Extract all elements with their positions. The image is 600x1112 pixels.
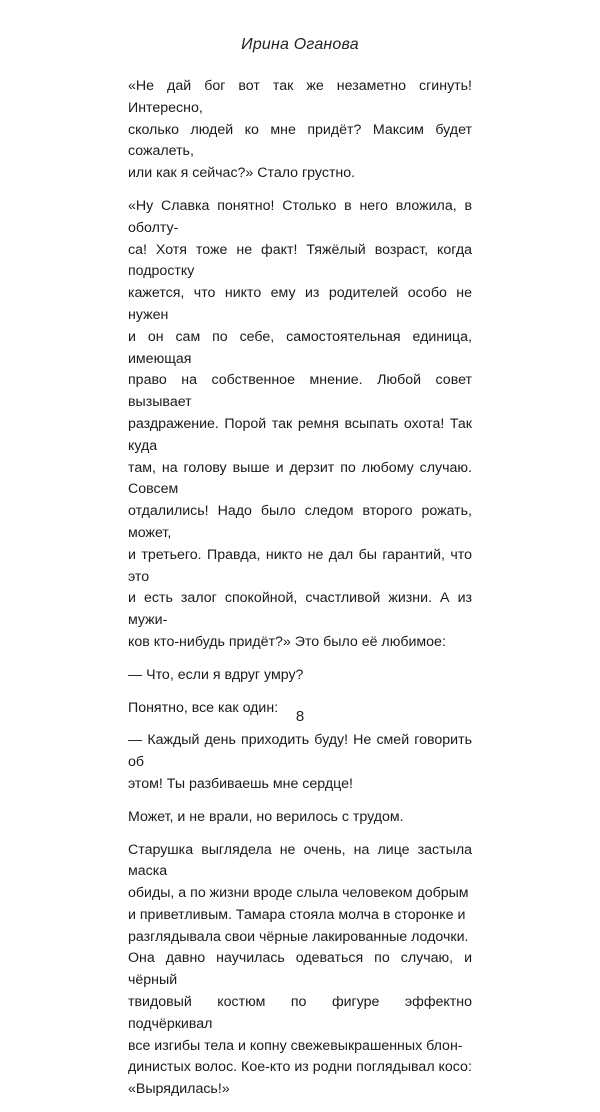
paragraph: «Не дай бог вот так же незаметно сгинуть! Интересно, сколько людей ко мне придёт? Максим будет сожалеть, или как я сейчас?» Стало грустно. (128, 78, 472, 182)
page-number: 8 (295, 708, 305, 725)
paragraph-dialogue: — Каждый день приходить буду! Не смей говорить об этом! Ты разбиваешь мне сердце! (128, 732, 472, 792)
running-header-author: Ирина Оганова (241, 36, 359, 53)
paragraph: «Ну Славка понятно! Столько в него вложила, в оболту- са! Хотя тоже не факт! Тяжёлый возраст, когда подростку кажется, что никто ему из родителей особо не нужен и он сам по себе, самостоятельная единица, имеющая право на собственное мнение. Любой совет вызывает раздражение. Порой так ремня всыпать охота! Так куда там, на голову выше и дерзит по любому случаю. Совсем отдалились! Надо было следом второго рожать, может, и третьего. Правда, никто не дал бы гарантий, что это и есть залог спокойной, счастливой жизни. А из мужи- ков кто-нибудь придёт?» Это было её любимое: (128, 197, 472, 650)
paragraph: Понятно, все как один: (128, 699, 279, 716)
paragraph-dialogue: — Что, если я вдруг умру? (128, 666, 304, 683)
paragraph: Может, и не врали, но верилось с трудом. (128, 808, 404, 825)
body-text (128, 76, 472, 1112)
paragraph: Старушка выглядела не очень, на лице застыла маска обиды, а по жизни вроде слыла человеком добрым и приветливым. Тамара стояла молча в сторонке и разглядывала свои чёрные лакированные лодочки. Она давно научилась одеваться по случаю, и чёрный твидовый костюм по фигуре эффектно подчёркивал все изгибы тела и копну свежевыкрашенных блон- динистых волос. Кое-кто из родни поглядывал косо: «Вырядилась!» (128, 841, 472, 1098)
